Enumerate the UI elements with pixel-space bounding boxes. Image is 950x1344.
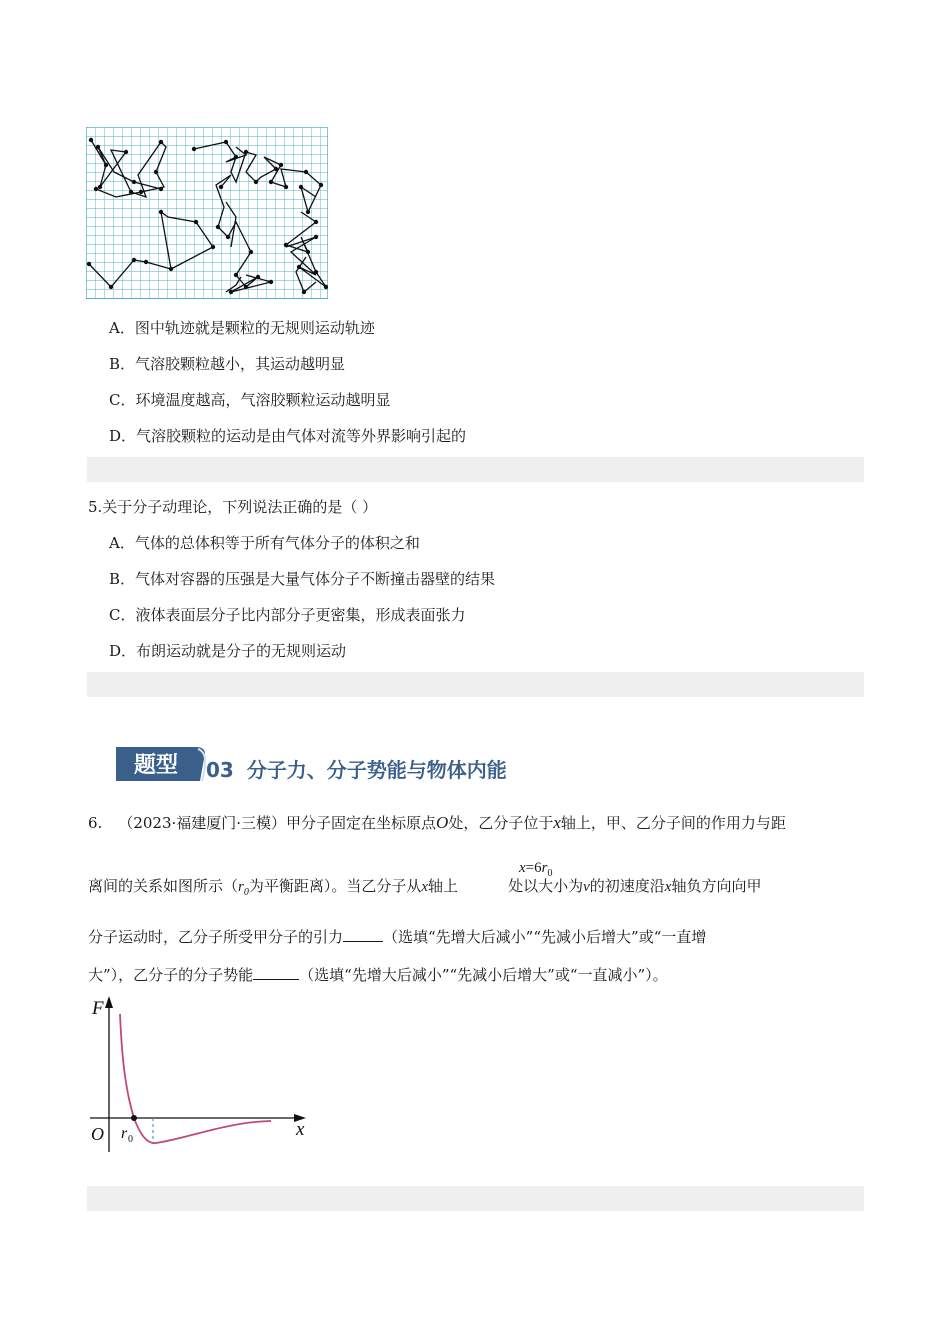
q6-l3-text-a: 分子运动时，乙分子所受甲分子的引力 (88, 928, 344, 946)
q4-option-b: B．气溶胶颗粒越小，其运动越明显 (109, 355, 346, 373)
q6-answer-bar (87, 1186, 864, 1211)
q4-option-d: D．气溶胶颗粒的运动是由气体对流等外界影响引起的 (109, 427, 467, 445)
q6-l1-text-c: 轴上，甲、乙分子间的作用力与距 (560, 814, 786, 832)
x-axis-label: x (296, 1119, 305, 1140)
q6-blank-1[interactable] (343, 927, 383, 942)
q5-option-c: C．液体表面层分子比内部分子更密集，形成表面张力 (109, 606, 466, 624)
q6-l4-text-b: （选填“先增大后减小”“先减小后增大”或“一直减小”）。 (299, 966, 668, 984)
q6-l2-text-f: 轴负方向向甲 (671, 877, 762, 895)
q5-stem: 5.关于分子动理论，下列说法正确的是（ ） (88, 498, 378, 516)
section-title (206, 754, 507, 783)
r0-subscript: 0 (128, 1134, 133, 1145)
r0-label: r (121, 1125, 128, 1142)
q5-answer-bar (87, 672, 864, 697)
force-distance-graph (86, 992, 316, 1158)
q6-eq-sub: 0 (547, 868, 553, 879)
q6-l2-text-a: 离间的关系如图所示（ (88, 877, 239, 895)
q6-line-3 (88, 927, 706, 947)
section-badge-label: 题型 (133, 752, 179, 778)
q6-line-2 (88, 876, 761, 903)
y-axis-label: F (92, 998, 104, 1019)
q6-line-4 (88, 965, 668, 985)
section-title-text: 分子力、分子势能与物体内能 (246, 758, 507, 782)
q6-l2-x: x (421, 879, 429, 895)
force-curve (120, 1014, 271, 1143)
q6-l2-text-b: 为平衡距离）。当乙分子从 (248, 877, 422, 895)
q6-number: 6. (88, 814, 103, 832)
q6-l2-text-e: 的初速度沿 (589, 877, 665, 895)
origin-label: O (91, 1124, 104, 1144)
q6-l1-origin: O (436, 813, 449, 832)
q6-l3-text-b: （选填“先增大后减小”“先减小后增大”或“一直增 (383, 928, 707, 946)
q4-answer-bar (87, 457, 864, 482)
q6-l1-x: x (553, 813, 561, 832)
y-axis-arrow (105, 996, 113, 1008)
section-badge (116, 745, 208, 783)
q6-eq-eq: =6 (525, 860, 542, 876)
q6-l2-r: r (238, 879, 244, 895)
q6-l2-sub: 0 (243, 887, 249, 898)
q6-l2-v: v (583, 879, 590, 895)
q5-option-b: B．气体对容器的压强是大量气体分子不断撞击器壁的结果 (109, 570, 496, 588)
q6-eq-r: r (541, 860, 548, 876)
q6-l2-x2: x (664, 879, 672, 895)
q5-option-a: A．气体的总体积等于所有气体分子的体积之和 (109, 534, 420, 552)
q4-option-a: A．图中轨迹就是颗粒的无规则运动轨迹 (109, 319, 375, 337)
q6-eq-x: x (519, 860, 526, 876)
q5-option-d: D．布朗运动就是分子的无规则运动 (109, 642, 347, 660)
q6-l1-text-a: （2023·福建厦门·三模）甲分子固定在坐标原点 (118, 814, 437, 832)
section-number: 03 (206, 758, 234, 782)
q6-line-1 (88, 813, 786, 833)
r0-point (131, 1115, 137, 1121)
brownian-trajectory-figure (86, 127, 328, 299)
q4-option-c: C．环境温度越高，气溶胶颗粒运动越明显 (109, 391, 391, 409)
q6-l1-text-b: 处，乙分子位于 (448, 814, 554, 832)
q6-l2-text-d: 处以大小为 (508, 877, 584, 895)
q6-l2-text-c: 轴上 (428, 877, 459, 895)
q6-blank-2[interactable] (253, 965, 299, 980)
q6-l4-text-a: 大”），乙分子的分子势能 (88, 966, 254, 984)
